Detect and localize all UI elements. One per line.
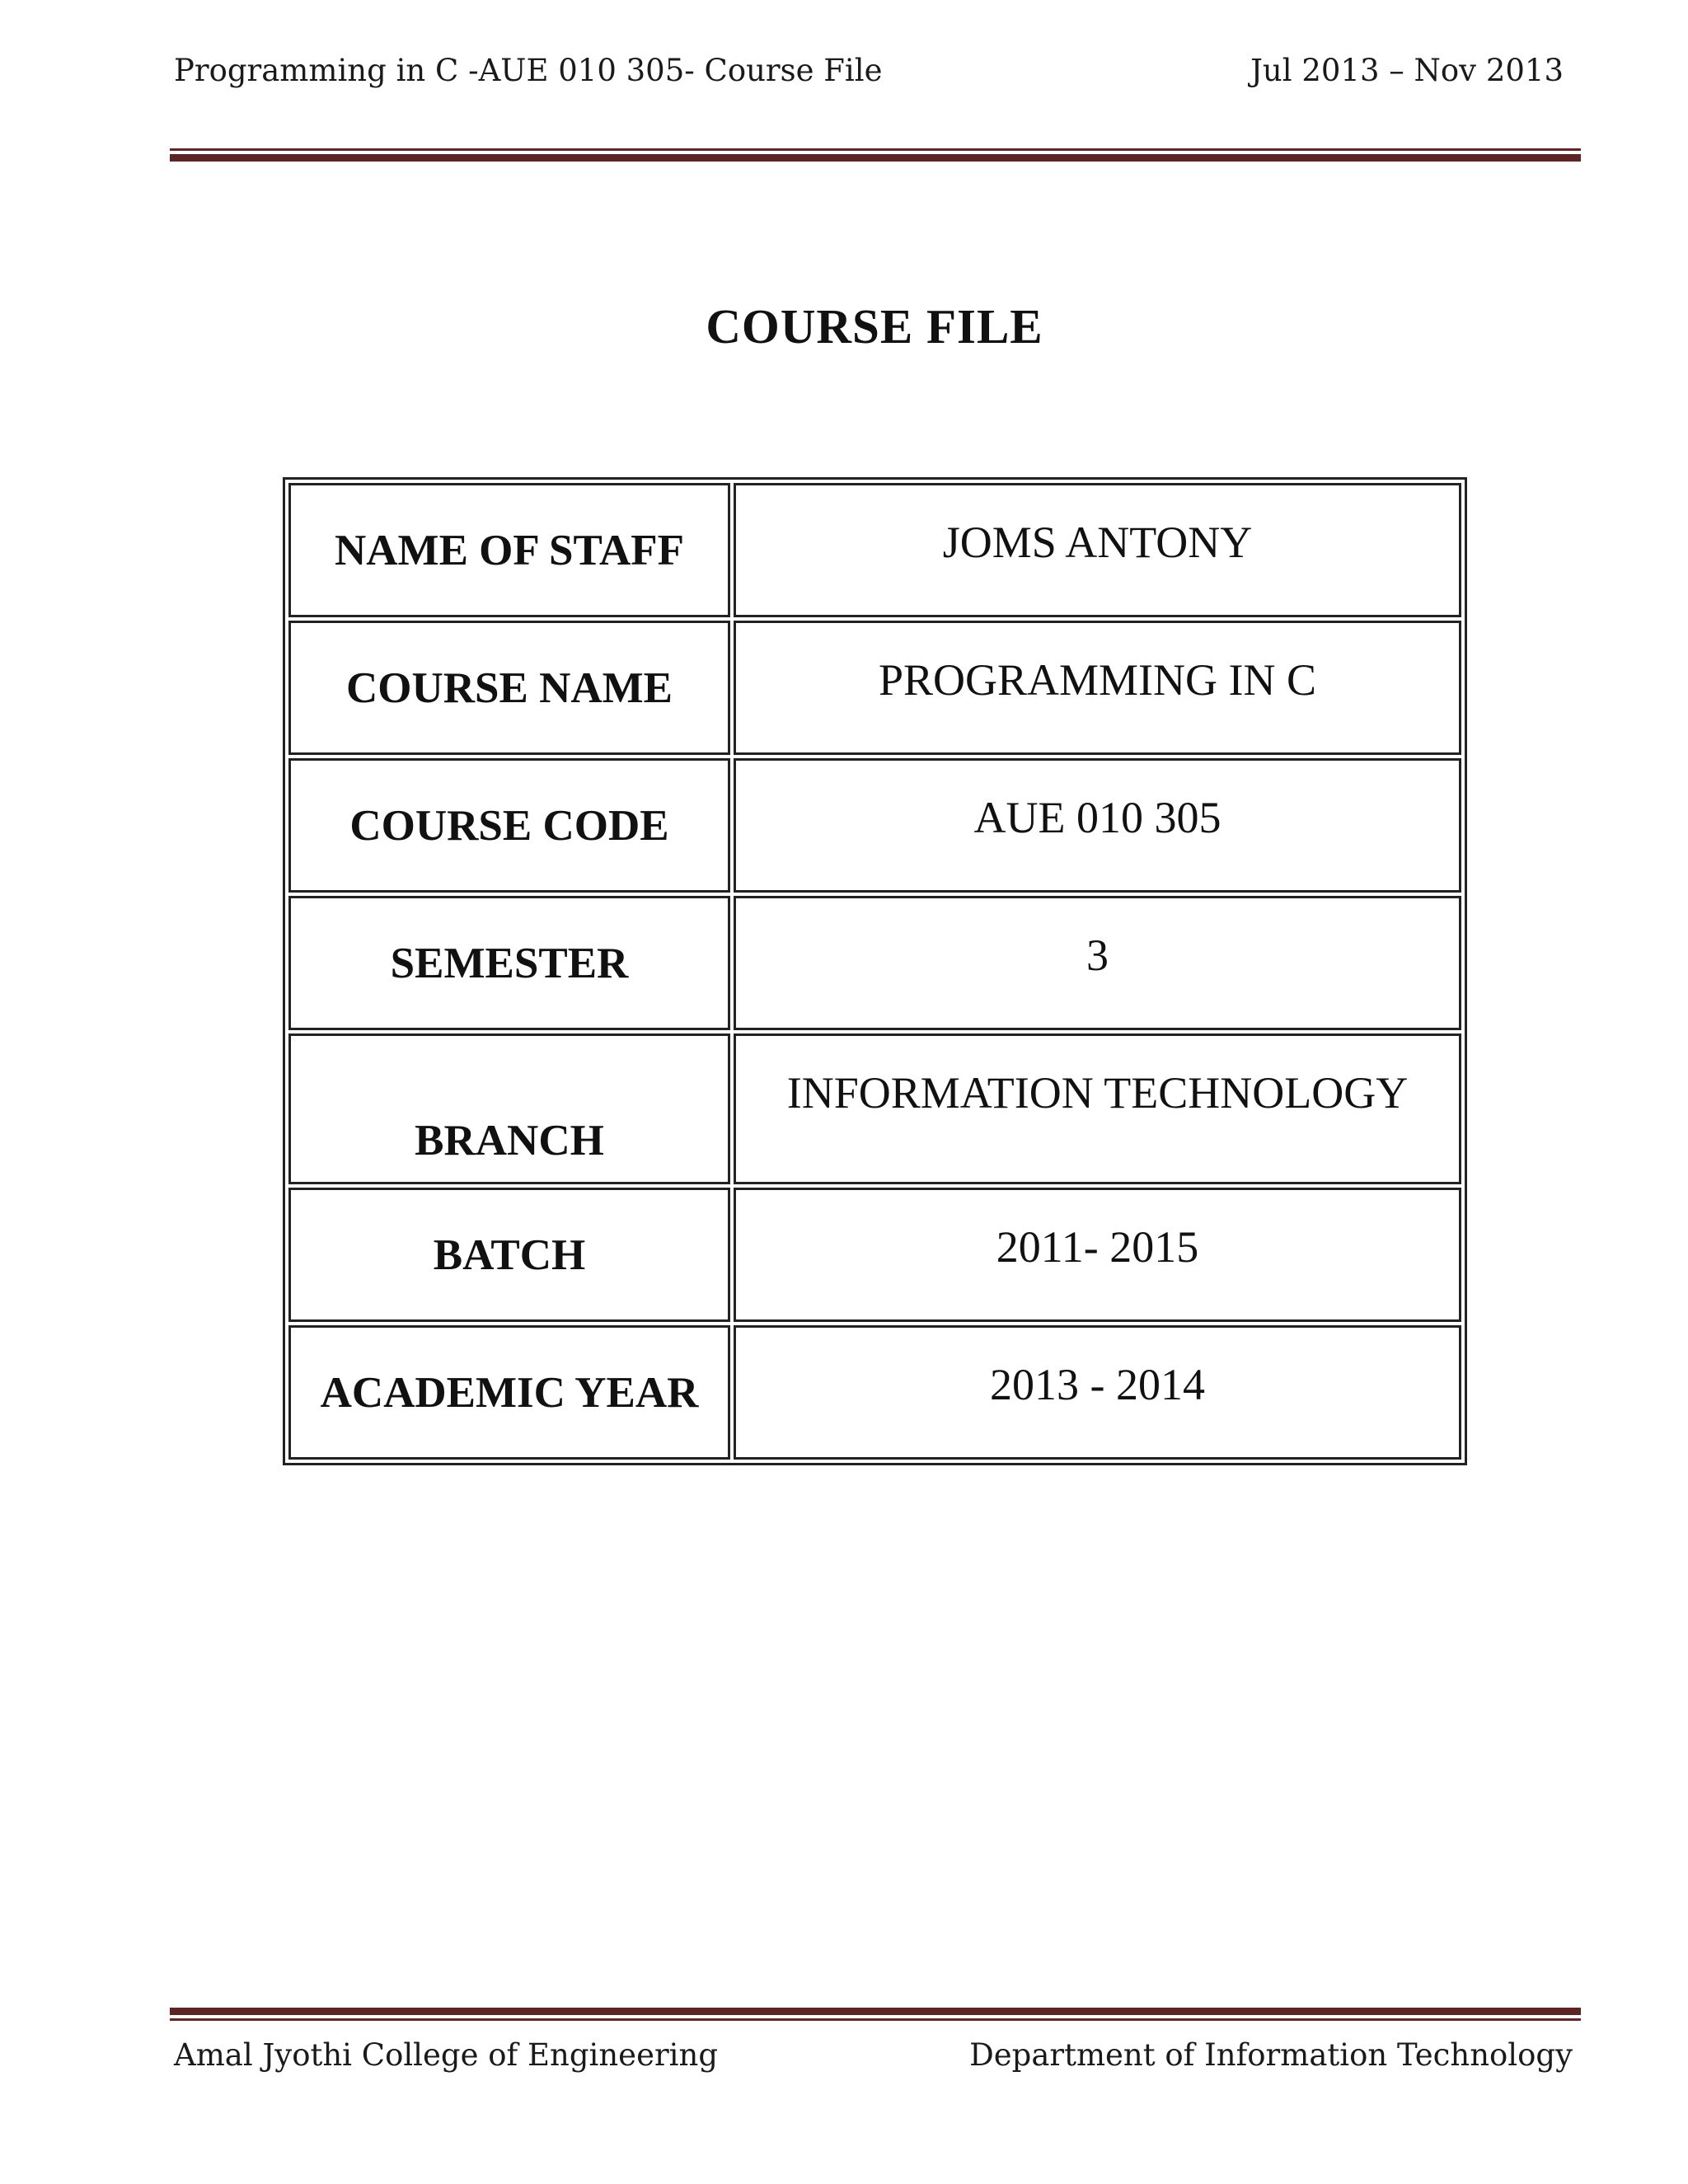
table-row (288, 483, 1461, 617)
table-row (288, 1188, 1461, 1322)
row-value-course-code: AUE 010 305 (734, 758, 1461, 893)
row-value-branch: INFORMATION TECHNOLOGY (734, 1033, 1461, 1184)
row-label-academic-year: ACADEMIC YEAR (288, 1325, 730, 1460)
document-title: COURSE FILE (706, 299, 1043, 354)
header-course-title: Programming in C -AUE 010 305- Course File (174, 53, 883, 88)
table-row (288, 896, 1461, 1030)
table-row (288, 621, 1461, 755)
row-label-semester: SEMESTER (288, 896, 730, 1030)
footer-college-name: Amal Jyothi College of Engineering (174, 2037, 719, 2073)
table-row (288, 1033, 1461, 1184)
course-info-table (283, 477, 1467, 1465)
row-label-course-code: COURSE CODE (288, 758, 730, 893)
row-label-course-name: COURSE NAME (288, 621, 730, 755)
row-label-batch: BATCH (288, 1188, 730, 1322)
row-label-branch: BRANCH (288, 1033, 730, 1184)
row-value-semester: 3 (734, 896, 1461, 1030)
header-divider (170, 148, 1581, 162)
row-value-course-name: PROGRAMMING IN C (734, 621, 1461, 755)
row-value-academic-year: 2013 - 2014 (734, 1325, 1461, 1460)
row-value-staff-name: JOMS ANTONY (734, 483, 1461, 617)
footer-department-name: Department of Information Technology (969, 2037, 1573, 2073)
table-row (288, 758, 1461, 893)
table-row (288, 1325, 1461, 1460)
row-value-batch: 2011- 2015 (734, 1188, 1461, 1322)
header-date-range: Jul 2013 – Nov 2013 (1250, 53, 1564, 88)
row-label-staff-name: NAME OF STAFF (288, 483, 730, 617)
footer-divider (170, 2008, 1581, 2021)
